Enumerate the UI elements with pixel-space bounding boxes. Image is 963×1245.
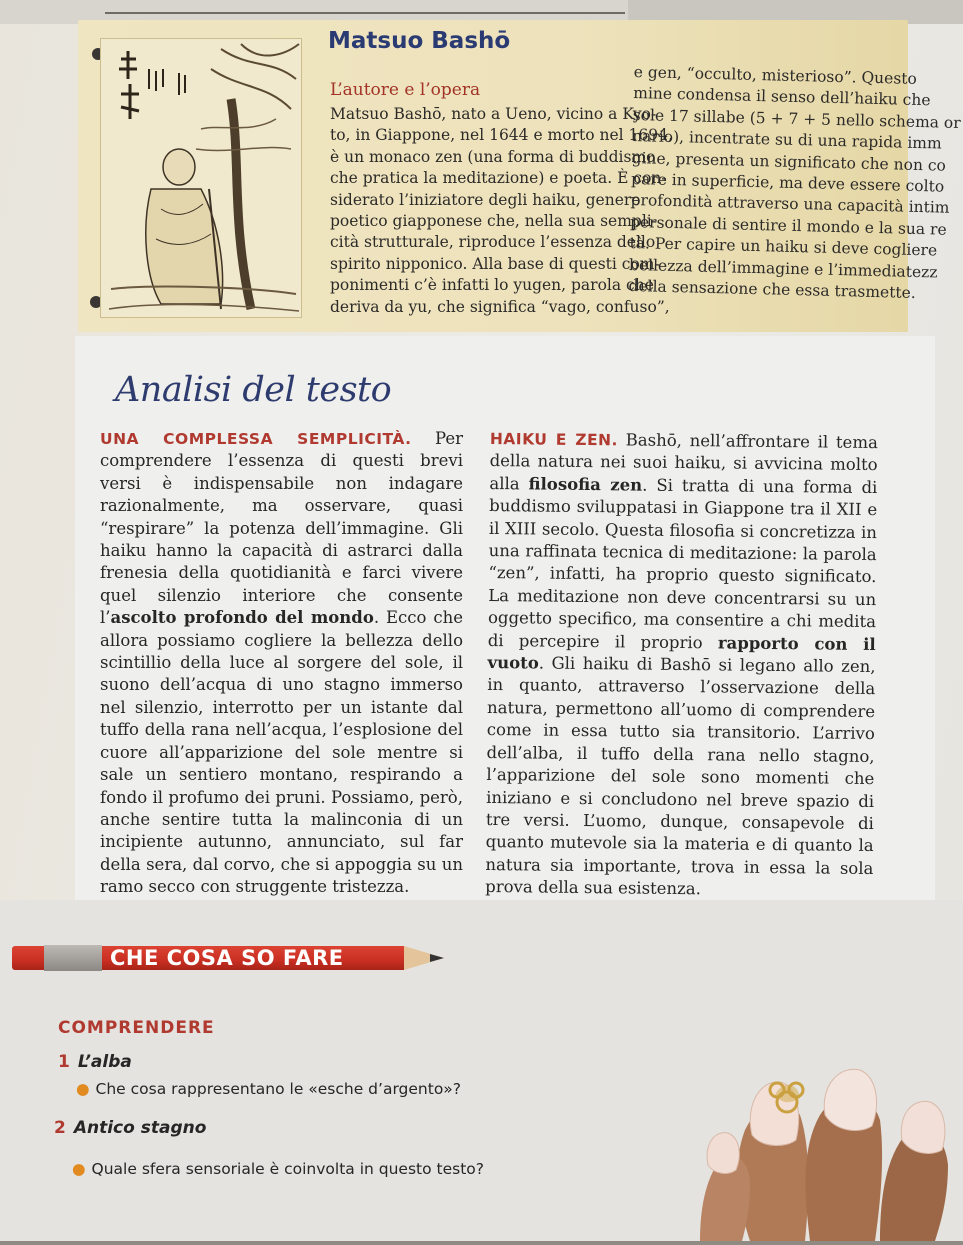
bio-col2-line: mine condensa il senso dell’haiku che xyxy=(633,84,931,110)
right-lead: HAIKU E ZEN. xyxy=(489,429,619,450)
bio-col1-line: ponimenti c’è infatti lo yugen, parola che xyxy=(330,276,654,295)
analysis-right-column xyxy=(485,428,878,903)
left-bold: ascolto profondo del mondo xyxy=(110,608,374,628)
bio-col1-line: spirito nipponico. Alla base di questi com- xyxy=(330,254,660,273)
bio-title: Matsuo Bashō xyxy=(328,28,511,54)
bio-col2-line: nario), incentrate su di una rapida imm xyxy=(631,127,942,153)
bio-col2-line: gine, presenta un significato che non co xyxy=(631,148,947,175)
analysis-left-column xyxy=(100,428,463,899)
bullet-icon: ● xyxy=(76,1080,90,1098)
basho-portrait xyxy=(100,38,302,318)
bio-column-1 xyxy=(330,104,673,318)
exercise-banner: CHE COSA SO FARE xyxy=(110,946,344,970)
bio-col2-line: della sensazione che essa trasmette. xyxy=(628,276,916,303)
section-comprendere: COMPRENDERE xyxy=(58,1018,215,1038)
bio-col1-line: è un monaco zen (una forma di buddismo xyxy=(330,147,656,166)
bio-col1-line: poetico giapponese che, nella sua sempli- xyxy=(330,212,657,231)
right-text-1: Bashō, nell’affrontare il tema della natura nei suoi haiku, si avvicina molto alla xyxy=(489,430,878,494)
bio-col1-line: cità strutturale, riproduce l’essenza dello xyxy=(330,233,656,252)
analysis-heading: Analisi del testo xyxy=(115,370,392,410)
hand-photo-overlay xyxy=(690,1060,963,1241)
question-1-bullet: ● Che cosa rappresentano le «esche d’argento»? xyxy=(76,1080,462,1098)
bio-col2-line: pare in superficie, ma deve essere colto xyxy=(630,169,945,196)
bio-col2-line: personale di sentire il mondo e la sua re xyxy=(629,212,947,239)
question-1-title: 1 L’alba xyxy=(58,1052,132,1072)
bio-col1-line: deriva da yu, che significa “vago, confuso”, xyxy=(330,297,670,316)
question-2-title: 2 Antico stagno xyxy=(54,1118,207,1138)
bio-col1-line: che pratica la meditazione) e poeta. È con- xyxy=(330,169,667,188)
bio-col2-line: tà. Per capire un haiku si deve cogliere xyxy=(629,234,938,260)
bio-col2-line: profondità attraverso una capacità intim xyxy=(630,191,950,218)
question-2-bullet: ● Quale sfera sensoriale è coinvolta in questo testo? xyxy=(72,1160,484,1178)
left-text-1: Per comprendere l’essenza di questi brevi versi è indispensabile non indagare razionalmente, ma osservare, quasi “respirare” la potenza dell’immagine. Gli haiku hanno la capacità di astrarci dalla frenesia della quotidianità e farci vivere quel silenzio interiore che consente l’ xyxy=(100,429,464,628)
right-bold-1: filosofia zen xyxy=(528,474,643,495)
bio-col1-line: siderato l’iniziatore degli haiku, genere xyxy=(330,190,641,209)
bio-col2-line: e gen, “occulto, misterioso”. Questo xyxy=(633,62,918,88)
bio-subtitle: L’autore e l’opera xyxy=(330,80,481,100)
author-bio-box xyxy=(78,20,961,332)
bio-col2-line: bellezza dell’immagine e l’immediatezz xyxy=(628,255,938,282)
right-text-3: . Gli haiku di Bashō si legano allo zen, in quanto, attraverso l’osservazione della natura, permettono all’uomo di comprendere come in essa tutto sia transitorio. L’arrivo dell’alba, il tuffo della rana nello stagno, l’apparizione del sole sono momenti che iniziano e si concludono nel breve spazio di tre versi. L’uomo, dunque, consapevole di quanto mutevole sia la materia e di quanto la natura sia importante, trova in essa la sola prova della sua esistenza. xyxy=(485,653,876,899)
bio-col1-line: Matsuo Bashō, nato a Ueno, vicino a Kyo- xyxy=(330,105,657,123)
bio-col2-line: sole 17 sillabe (5 + 7 + 5 nello schema or xyxy=(632,105,961,132)
right-bold-2: rapporto con il vuoto xyxy=(487,633,876,673)
left-lead: UNA COMPLESSA SEMPLICITÀ. xyxy=(100,430,412,448)
top-rule xyxy=(105,12,625,14)
right-text-2: . Si tratta di una forma di buddismo sviluppatasi in Giappone tra il XII e il XIII secolo. Questa filosofia si concretizza in una raffinata tecnica di meditazione: la parola “zen”, infatti, ha proprio questo significato. La meditazione non deve concentrarsi su un oggetto specifico, ma consentire a chi medita di percepire il proprio xyxy=(487,475,878,653)
left-text-2: . Ecco che allora possiamo cogliere la bellezza dello scintillio della luce al sorgere del sole, il suono dell’acqua di uno stagno immerso nel silenzio, interrotto per un istante dal tuffo della rana nell’acqua, l’esplosione del cuore all’apparizione del sole mentre si sale un sentiero montano, respirando a fondo il profumo dei pruni. Possiamo, però, anche sentire tutta la malinconia di un incipiente autunno, annunciato, sul far della sera, dal corvo, che si appoggia su un ramo secco con struggente tristezza. xyxy=(100,608,463,897)
bio-column-2 xyxy=(628,62,961,304)
bio-col1-line: to, in Giappone, nel 1644 e morto nel 1694, xyxy=(330,126,673,145)
bullet-icon: ● xyxy=(72,1160,86,1178)
